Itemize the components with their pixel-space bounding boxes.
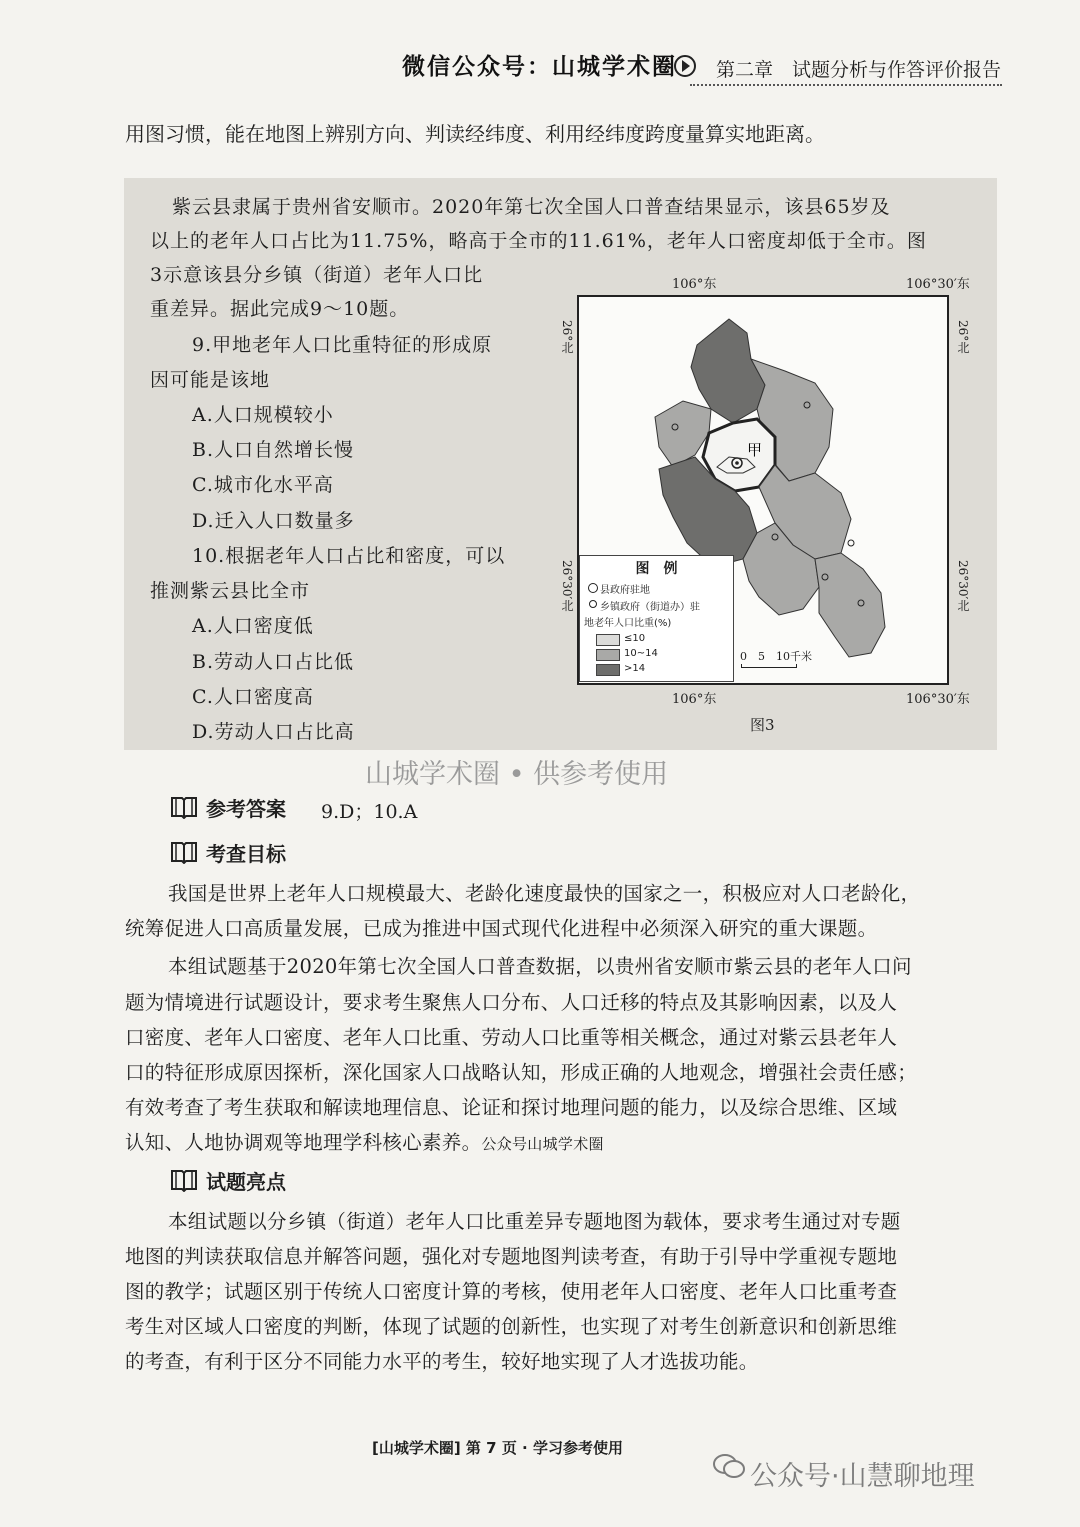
q9-line-2: 因可能是该地 xyxy=(150,369,271,391)
answer-text: 9.D；10.A xyxy=(321,801,418,823)
county-seat-legend-icon xyxy=(588,583,598,593)
goal-line-7: 有效考查了考生获取和解读地理信息、论证和探讨地理问题的能力，以及综合思维、区域 xyxy=(125,1096,898,1119)
intro-line: 用图习惯，能在地图上辨别方向、判读经纬度、利用经纬度跨度量算实地距离。 xyxy=(125,122,825,146)
legend-swatch-medium xyxy=(596,649,620,661)
wechat-icon xyxy=(712,1452,746,1480)
highlight-line-2: 地图的判读获取信息并解答问题，强化对专题地图判读考查，有助于引导中学重视专题地 xyxy=(125,1245,898,1268)
figure-caption: 图3 xyxy=(750,716,775,734)
q9-line-1: 9.甲地老年人口比重特征的形成原 xyxy=(192,334,493,356)
goal-line-6: 口的特征形成原因探析，深化国家人口战略认知，形成正确的人地观念，增强社会责任感； xyxy=(125,1061,918,1084)
goal-line-4: 题为情境进行试题设计，要求考生聚焦人口分布、人口迁移的特点及其影响因素，以及人 xyxy=(125,991,898,1014)
header-chapter: 第二章 试题分析与作答评价报告 xyxy=(716,59,1002,81)
goal-line-2: 统筹促进人口高质量发展，已成为推进中国式现代化进程中必须深入研究的重大课题。 xyxy=(125,917,878,940)
coord-bottom-left: 106°东 xyxy=(672,692,717,707)
map-legend xyxy=(579,555,734,682)
q9-option-a: A.人口规模较小 xyxy=(192,404,334,426)
header-brand: 微信公众号：山城学术圈 xyxy=(402,53,677,80)
legend-swatch-low xyxy=(596,634,620,646)
q10-option-d: D.劳动人口占比高 xyxy=(192,721,355,743)
q9-option-c: C.城市化水平高 xyxy=(192,474,334,496)
township-legend-icon xyxy=(589,600,597,608)
coord-right-top: 26°北 xyxy=(956,320,970,354)
legend-label-medium: 10~14 xyxy=(624,648,658,659)
open-book-icon xyxy=(170,840,198,864)
coord-left-top: 26°北 xyxy=(560,320,574,354)
play-arrow-icon xyxy=(674,55,696,77)
section-title-goal: 考查目标 xyxy=(206,842,286,866)
scale-bar-line xyxy=(741,664,797,668)
scale-bar: 0 5 10千米 xyxy=(740,650,812,663)
coord-top-left: 106°东 xyxy=(672,277,717,292)
goal-line-1: 我国是世界上老年人口规模最大、老龄化速度最快的国家之一，积极应对人口老龄化， xyxy=(168,882,921,905)
highlight-line-4: 考生对区域人口密度的判断，体现了试题的创新性，也实现了对考生创新意识和创新思维 xyxy=(125,1315,898,1338)
coord-right-bottom: 26°30′北 xyxy=(956,560,970,612)
region-southeast-medium xyxy=(815,553,885,657)
q10-option-a: A.人口密度低 xyxy=(192,615,314,637)
highlight-line-1: 本组试题以分乡镇（街道）老年人口比重差异专题地图为载体，要求考生通过对专题 xyxy=(168,1210,901,1233)
legend-title: 图 例 xyxy=(635,561,678,577)
coord-top-right: 106°30′东 xyxy=(906,277,970,292)
legend-county-seat: 县政府驻地 xyxy=(600,585,650,596)
q9-option-b: B.人口自然增长慢 xyxy=(192,439,355,461)
legend-ratio-title: 地老年人口比重(%) xyxy=(584,618,672,629)
coord-left-bottom: 26°30′北 xyxy=(560,560,574,612)
q10-option-c: C.人口密度高 xyxy=(192,686,314,708)
county-seat-center xyxy=(735,461,739,465)
section-title-answer: 参考答案 xyxy=(206,797,286,821)
legend-swatch-high xyxy=(596,664,620,676)
stem-line-1: 紫云县隶属于贵州省安顺市。2020年第七次全国人口普查结果显示，该县65岁及 xyxy=(172,196,891,218)
open-book-icon xyxy=(170,1168,198,1192)
legend-label-low: ≤10 xyxy=(624,633,646,644)
goal-line-8-text: 认知、人地协调观等地理学科核心素养。 xyxy=(125,1131,482,1154)
goal-line-3: 本组试题基于2020年第七次全国人口普查数据，以贵州省安顺市紫云县的老年人口问 xyxy=(168,955,912,978)
header-divider xyxy=(690,84,1002,86)
goal-line-5: 口密度、老年人口密度、老年人口比重、劳动人口比重等相关概念，通过对紫云县老年人 xyxy=(125,1026,898,1049)
open-book-icon xyxy=(170,795,198,819)
goal-line-8 xyxy=(125,1127,604,1155)
q10-line-1: 10.根据老年人口占比和密度，可以 xyxy=(192,545,506,567)
highlight-line-3: 图的教学；试题区别于传统人口密度计算的考核，使用老年人口密度、老年人口比重考查 xyxy=(125,1280,898,1303)
stem-line-2: 以上的老年人口占比为11.75%，略高于全市的11.61%，老年人口密度却低于全市。图 xyxy=(150,230,927,252)
stem-line-4: 重差异。据此完成9～10题。 xyxy=(150,298,410,320)
q10-option-b: B.劳动人口占比低 xyxy=(192,651,355,673)
coord-bottom-right: 106°30′东 xyxy=(906,692,970,707)
q10-line-2: 推测紫云县比全市 xyxy=(150,580,311,602)
page-footer: [山城学术圈] 第 7 页 · 学习参考使用 xyxy=(372,1439,623,1457)
watermark-footer: 公众号·山慧聊地理 xyxy=(750,1461,975,1492)
stem-line-3: 3示意该县分乡镇（街道）老年人口比 xyxy=(150,264,484,286)
section-title-highlight: 试题亮点 xyxy=(206,1170,286,1194)
township-seat-dot xyxy=(848,540,854,546)
q9-option-d: D.迁入人口数量多 xyxy=(192,510,355,532)
watermark-middle: 山城学术圈 • 供参考使用 xyxy=(365,759,669,790)
legend-township: 乡镇政府（街道办）驻 xyxy=(600,602,700,613)
place-label-jia: 甲 xyxy=(747,441,763,459)
legend-label-high: >14 xyxy=(624,663,646,674)
inline-mark: 公众号山城学术圈 xyxy=(481,1135,604,1153)
highlight-line-5: 的考查，有利于区分不同能力水平的考生，较好地实现了人才选拔功能。 xyxy=(125,1350,759,1373)
